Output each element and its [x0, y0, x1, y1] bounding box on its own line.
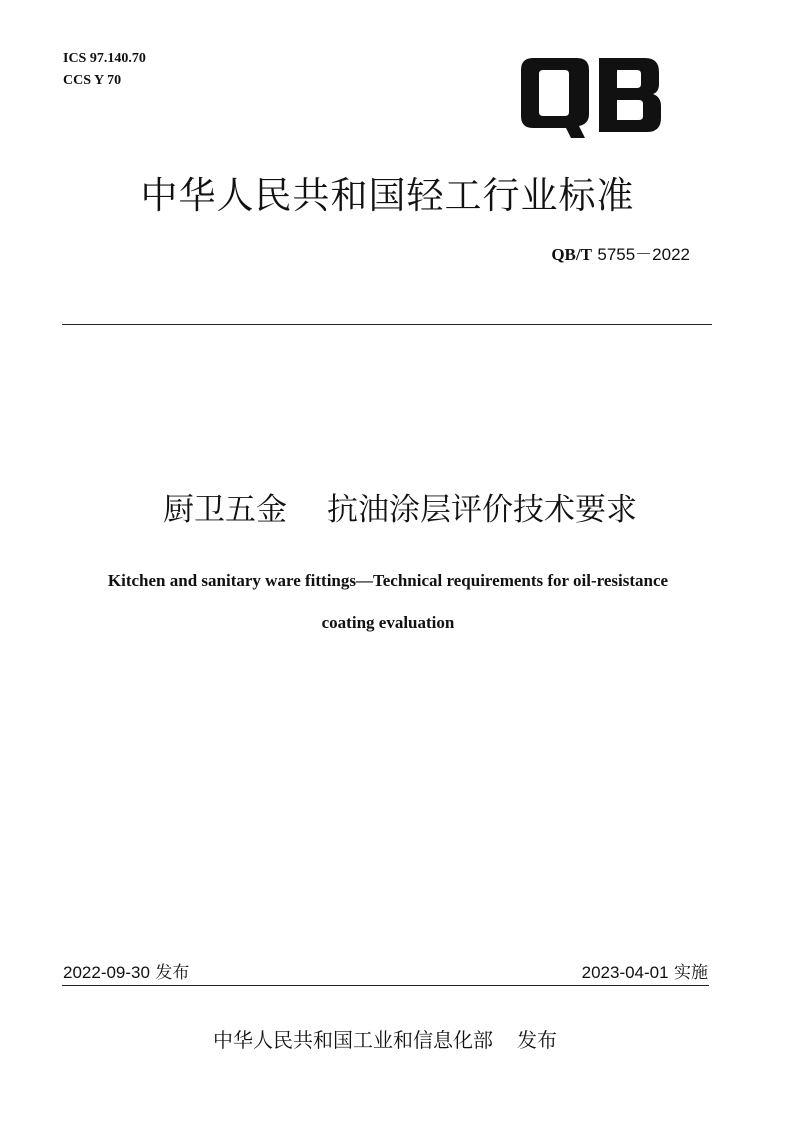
implementation-date [582, 958, 708, 983]
qb-logo [519, 54, 665, 142]
title-chinese [0, 484, 800, 529]
title-english-line1: Kitchen and sanitary ware fittings—Technical requirements for oil-resistance [107, 571, 669, 590]
ics-code: ICS 97.140.70 [63, 51, 146, 66]
ccs-code: CCS Y 70 [63, 73, 122, 88]
issuer-action: 发布 [517, 1028, 557, 1052]
implementation-date-label: 实施 [674, 963, 708, 983]
bottom-divider [62, 985, 709, 986]
top-divider [62, 324, 712, 325]
issuing-authority [0, 1024, 770, 1053]
standard-number [551, 240, 690, 265]
industry-standard-title: 中华人民共和国轻工行业标准 [140, 174, 635, 217]
standard-prefix: QB/T [551, 245, 592, 264]
issue-date-label: 发布 [155, 963, 190, 983]
issuer-name: 中华人民共和国工业和信息化部 [213, 1028, 493, 1052]
implementation-date-value: 2023-04-01 [581, 963, 669, 982]
title-english-line2: coating evaluation [321, 613, 455, 632]
title-chinese-part2: 抗油涂层评价技术要求 [327, 492, 637, 528]
standard-code: 5755－2022 [597, 245, 690, 264]
issue-date-value: 2022-09-30 [63, 963, 150, 982]
title-chinese-part1: 厨卫五金 [163, 492, 287, 528]
issue-date [63, 958, 189, 983]
